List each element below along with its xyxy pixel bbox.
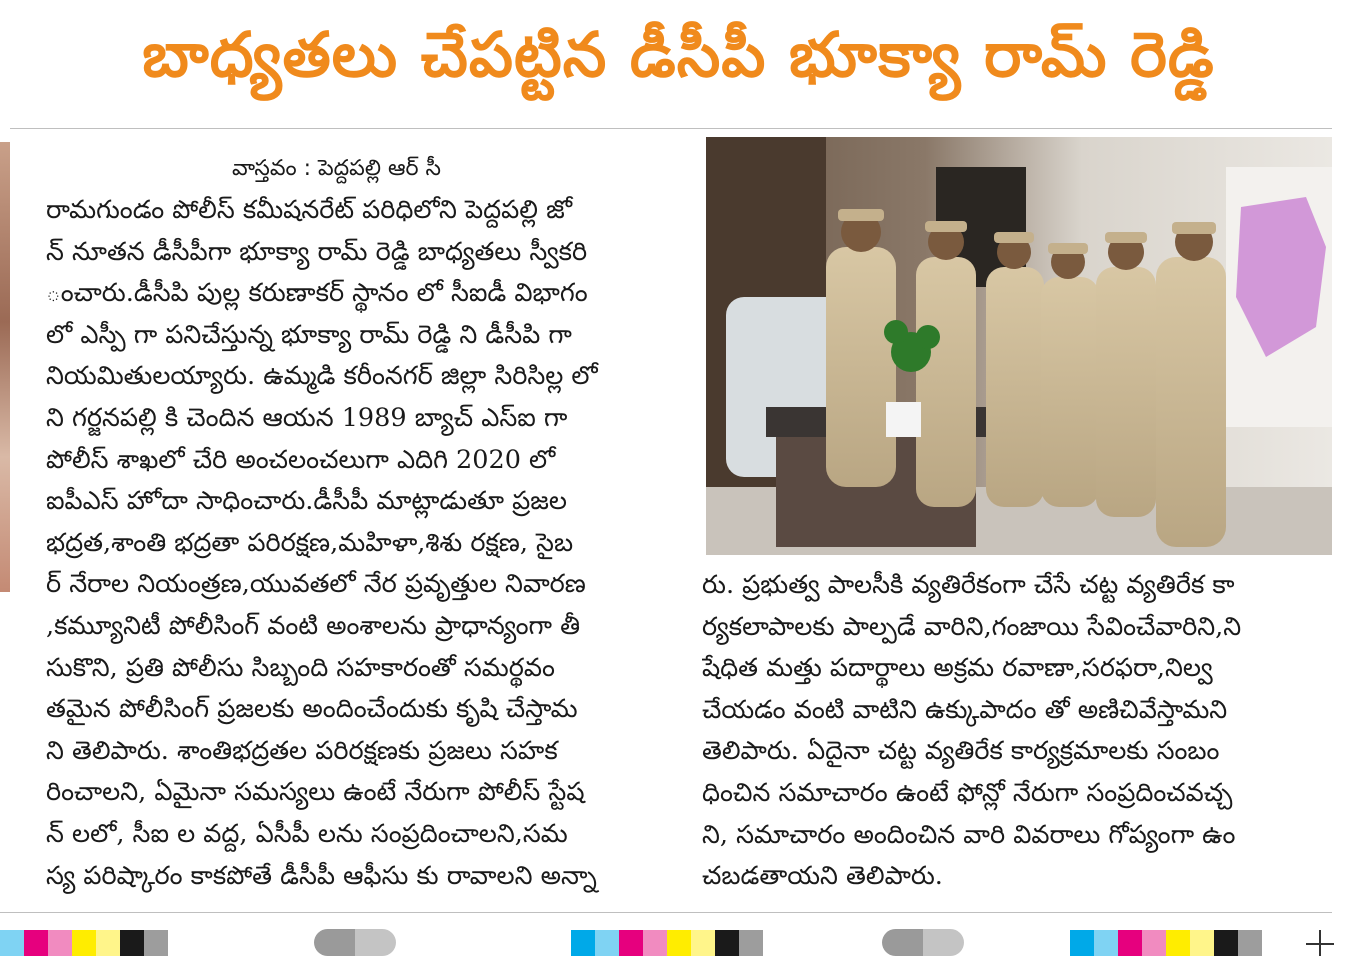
color-swatch — [715, 930, 739, 956]
color-swatch — [48, 930, 72, 956]
color-swatch — [571, 930, 595, 956]
article-line: రామగుండం పోలీస్ కమీషనరేట్ పరిధిలోని పెద్దపల్లి జో — [46, 195, 573, 225]
article-line: తెలిపారు. ఏదైనా చట్ట వ్యతిరేక కార్యక్రమాలకు సంబం — [702, 736, 1220, 767]
print-color-bar-center — [571, 930, 763, 956]
registration-pill-right — [882, 929, 964, 956]
color-swatch — [144, 930, 168, 956]
article-line: చబడతాయని తెలిపారు. — [702, 861, 943, 892]
color-swatch — [1094, 930, 1118, 956]
headline: బాధ్యతలు చేపట్టిన డీసీపీ భూక్యా రామ్ రెడ్డి — [142, 18, 1215, 91]
color-swatch — [1142, 930, 1166, 956]
article-line: ని తెలిపారు. శాంతిభద్రతల పరిరక్షణకు ప్రజలు సహక — [46, 735, 558, 766]
article-line: ఐపీఎస్ హోదా సాధించారు.డీసీపీ మాట్లాడుతూ ప్రజల — [46, 486, 567, 517]
article-line: ,కమ్యూనిటీ పోలీసింగ్ వంటి అంశాలను ప్రాధాన్యంగా తీ — [46, 610, 581, 641]
top-rule — [10, 128, 1332, 129]
color-swatch — [643, 930, 667, 956]
registration-pill-left — [314, 929, 396, 956]
article-line: ర్యకలాపాలకు పాల్పడే వారిని,గంజాయి సేవించేవారిని,ని — [702, 611, 1242, 642]
bottom-rule — [0, 912, 1332, 913]
article-line: ర్ నేరాల నియంత్రణ,యువతలో నేర ప్రవృత్తుల నివారణ — [46, 569, 586, 600]
officers-photo-illustration — [706, 137, 1332, 555]
article-line: ధించిన సమాచారం ఉంటే ఫోన్లో నేరుగా సంప్రదించవచ్చ — [702, 777, 1233, 808]
adjacent-photo-edge — [0, 142, 10, 592]
article-line: షేధిత మత్తు పదార్థాలు అక్రమ రవాణా,సరఫరా,నిల్వ — [702, 653, 1213, 684]
color-swatch — [1214, 930, 1238, 956]
color-swatch — [1118, 930, 1142, 956]
print-color-bar-right — [1070, 930, 1262, 956]
article-line: పోలీస్ శాఖలో చేరి అంచలంచలుగా ఎదిగి 2020 లో — [46, 444, 556, 475]
news-photo — [706, 137, 1332, 555]
color-swatch — [1190, 930, 1214, 956]
article-line: న్ లలో, సీఐ ల వద్ద, ఏసీపీ లను సంప్రదించాలని,సమ — [46, 818, 568, 849]
article-line: నియమితులయ్యారు. ఉమ్మడి కరీంనగర్ జిల్లా సిరిసిల్ల లో — [46, 361, 598, 392]
article-line: ని గర్జనపల్లి కి చెందిన ఆయన 1989 బ్యాచ్ ఎస్ఐ గా — [46, 402, 568, 433]
article-line: భద్రత,శాంతి భద్రతా పరిరక్షణ,మహిళా,శిశు రక్షణ, సైబ — [46, 527, 574, 558]
color-swatch — [24, 930, 48, 956]
color-swatch — [667, 930, 691, 956]
color-swatch — [595, 930, 619, 956]
color-swatch — [739, 930, 763, 956]
color-swatch — [619, 930, 643, 956]
article-line: స్య పరిష్కారం కాకపోతే డీసీపీ ఆఫీసు కు రావాలని అన్నా — [46, 860, 597, 891]
article-line: తమైన పోలీసింగ్ ప్రజలకు అందించేందుకు కృషి చేస్తామ — [46, 694, 578, 725]
color-swatch — [96, 930, 120, 956]
byline: వాస్తవం : పెద్దపల్లి ఆర్ సీ — [232, 156, 441, 181]
color-swatch — [1166, 930, 1190, 956]
article-line: సుకొని, ప్రతి పోలీసు సిబ్బంది సహకారంతో సమర్థవం — [46, 652, 555, 683]
registration-crosshair-icon — [1306, 930, 1334, 956]
color-swatch — [1070, 930, 1094, 956]
print-color-bar-left — [0, 930, 168, 956]
article-line: లో ఎస్పీ గా పనిచేస్తున్న భూక్యా రామ్ రెడ్డి ని డీసీపి గా — [46, 319, 572, 350]
article-line: ంచారు.డీసీపి పుల్ల కరుణాకర్ స్థానం లో సీఐడీ విభాగం — [46, 278, 588, 309]
color-swatch — [120, 930, 144, 956]
article-line: ని, సమాచారం అందించిన వారి వివరాలు గోప్యంగా ఉం — [702, 819, 1236, 850]
article-line: రు. ప్రభుత్వ పాలసీకి వ్యతిరేకంగా చేసే చట్ట వ్యతిరేక కా — [702, 570, 1235, 600]
article-line: న్ నూతన డీసీపీగా భూక్యా రామ్ రెడ్డి బాధ్యతలు స్వీకరి — [46, 236, 588, 267]
color-swatch — [72, 930, 96, 956]
color-swatch — [0, 930, 24, 956]
color-swatch — [691, 930, 715, 956]
article-line: రించాలని, ఏమైనా సమస్యలు ఉంటే నేరుగా పోలీస్ స్టేష — [46, 777, 585, 808]
color-swatch — [1238, 930, 1262, 956]
article-column-2 — [702, 565, 1330, 898]
article-column-1 — [46, 190, 678, 897]
article-line: చేయడం వంటి వాటిని ఉక్కుపాదం తో అణిచివేస్తామని — [702, 694, 1228, 725]
